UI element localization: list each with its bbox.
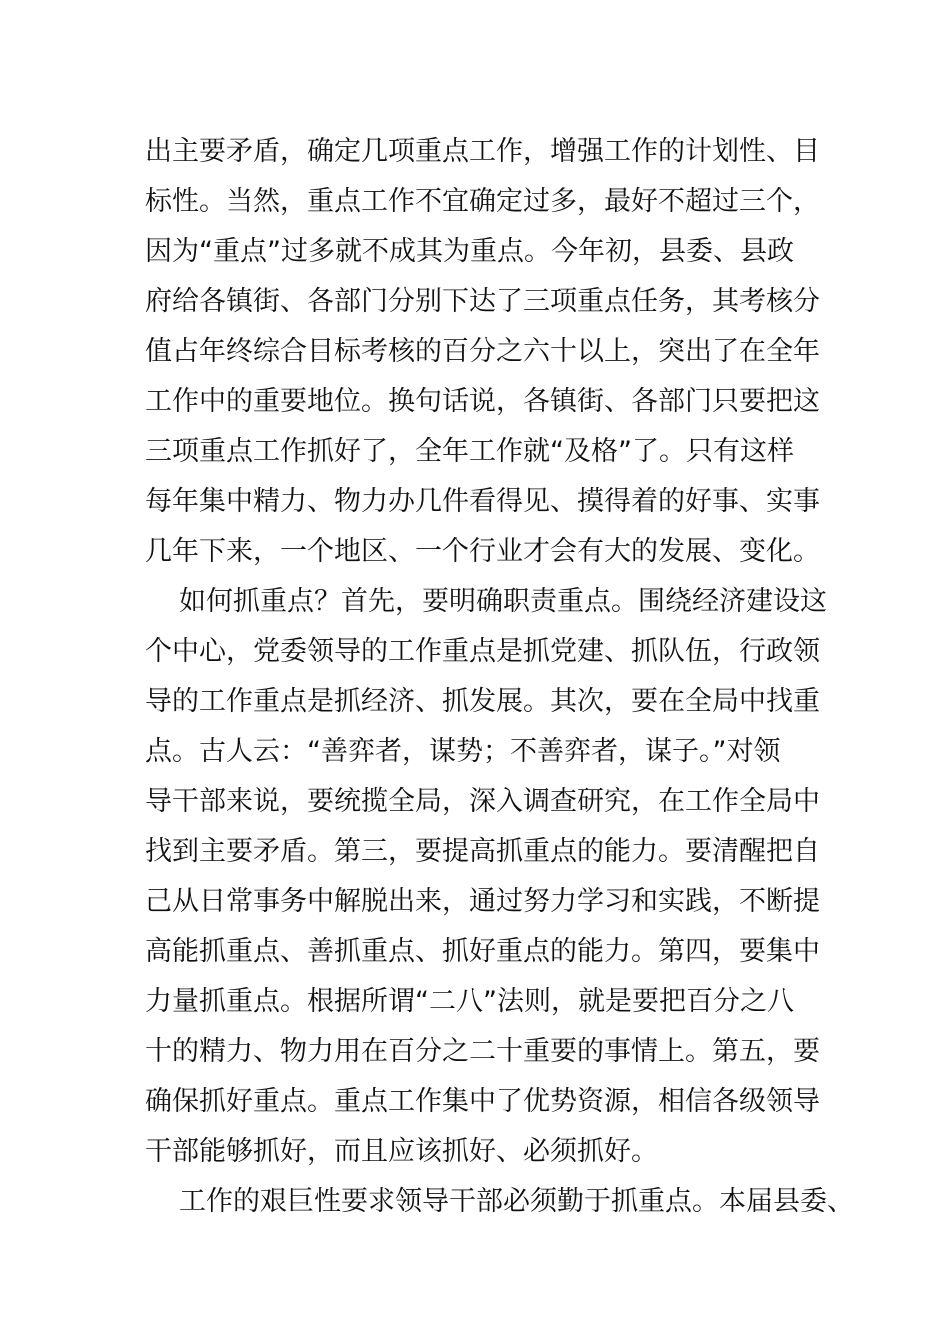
text-line: 导干部来说，要统揽全局，深入调查研究，在工作全局中 — [145, 786, 820, 817]
text-line: 己从日常事务中解脱出来，通过努力学习和实践，不断提 — [145, 886, 820, 917]
text-line: 府给各镇街、各部门分别下达了三项重点任务，其考核分 — [145, 286, 820, 317]
paragraph-first-line: 如何抓重点？首先，要明确职责重点。围绕经济建设这 — [179, 586, 827, 617]
text-line: 每年集中精力、物力办几件看得见、摸得着的好事、实事 — [145, 486, 820, 517]
text-line: 标性。当然，重点工作不宜确定过多，最好不超过三个， — [145, 186, 820, 217]
text-line: 力量抓重点。根据所谓“二八”法则，就是要把百分之八 — [145, 986, 794, 1017]
body-text — [145, 127, 854, 1227]
text-line: 因为“重点”过多就不成其为重点。今年初，县委、县政 — [145, 236, 794, 267]
text-line: 高能抓重点、善抓重点、抓好重点的能力。第四，要集中 — [145, 936, 820, 967]
text-line: 值占年终综合目标考核的百分之六十以上，突出了在全年 — [145, 336, 820, 367]
text-line: 干部能够抓好，而且应该抓好、必须抓好。 — [145, 1136, 658, 1167]
text-line: 三项重点工作抓好了，全年工作就“及格”了。只有这样 — [145, 436, 794, 467]
paragraph-first-line: 工作的艰巨性要求领导干部必须勤于抓重点。本届县委、 — [179, 1186, 854, 1217]
text-line: 导的工作重点是抓经济、抓发展。其次，要在全局中找重 — [145, 686, 820, 717]
text-line: 确保抓好重点。重点工作集中了优势资源，相信各级领导 — [145, 1086, 820, 1117]
text-line: 个中心，党委领导的工作重点是抓党建、抓队伍，行政领 — [145, 636, 820, 667]
text-line: 找到主要矛盾。第三，要提高抓重点的能力。要清醒把自 — [145, 836, 820, 867]
text-line: 出主要矛盾，确定几项重点工作，增强工作的计划性、目 — [145, 136, 820, 167]
text-line: 工作中的重要地位。换句话说，各镇街、各部门只要把这 — [145, 386, 820, 417]
text-line: 点。古人云：“善弈者，谋势；不善弈者，谋子。”对领 — [145, 736, 781, 767]
text-line: 几年下来，一个地区、一个行业才会有大的发展、变化。 — [145, 536, 820, 567]
text-line: 十的精力、物力用在百分之二十重要的事情上。第五，要 — [145, 1036, 820, 1067]
